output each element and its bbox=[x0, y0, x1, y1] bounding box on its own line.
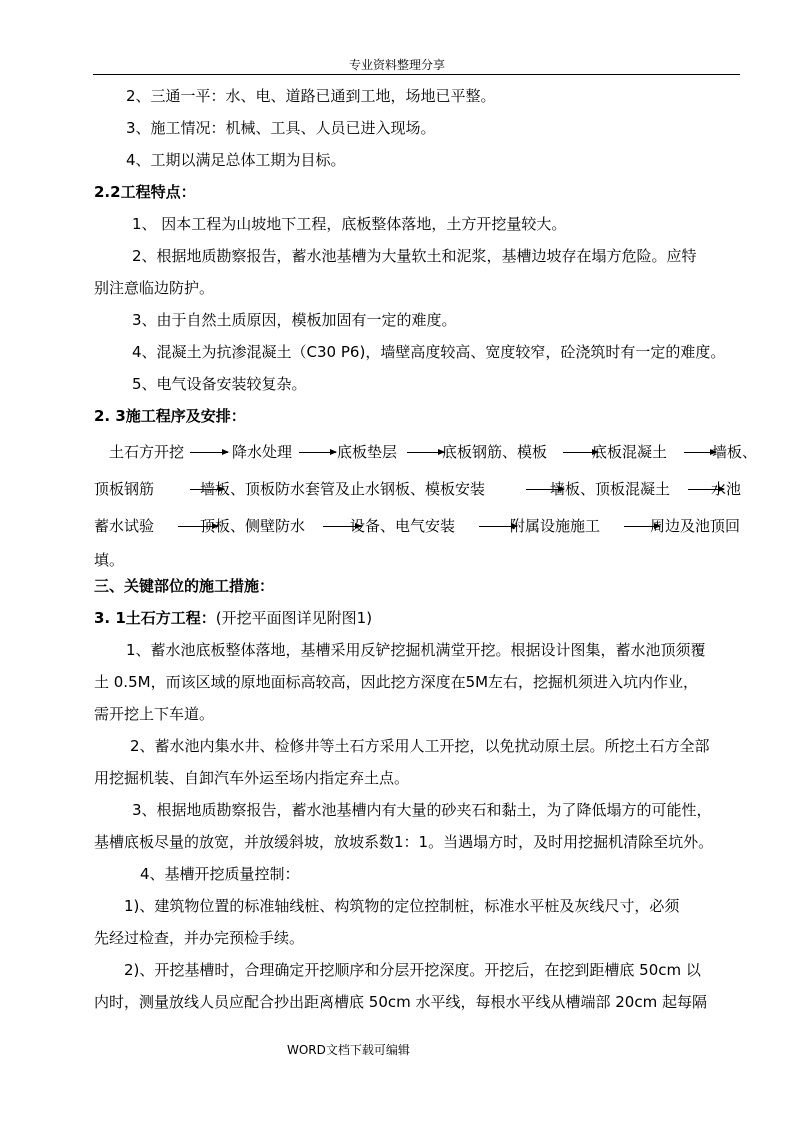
flow-step-10: 水池 bbox=[711, 480, 742, 498]
flow-arrow-icon bbox=[299, 452, 336, 453]
feature-paragraph-3: 3、由于自然土质原因，模板加固有一定的难度。 bbox=[132, 311, 457, 329]
section-3-1-note: (开挖平面图详见附图1) bbox=[215, 609, 373, 627]
quality-control-item-2-line-2: 内时，测量放线人员应配合抄出距离槽底 50cm 水平线，每根水平线从槽端部 20cm 起每隔 bbox=[94, 993, 707, 1011]
feature-paragraph-1: 1、 因本工程为山坡地下工程，底板整体落地，土方开挖量较大。 bbox=[132, 215, 567, 233]
feature-paragraph-5: 5、电气设备安装较复杂。 bbox=[132, 375, 307, 393]
earthwork-paragraph-1-line-1: 1、蓄水池底板整体落地，基槽采用反铲挖掘机满堂开挖。根据设计图集，蓄水池顶须覆 bbox=[126, 641, 706, 659]
intro-item-3: 3、施工情况：机械、工具、人员已进入现场。 bbox=[126, 119, 436, 137]
section-3-1-heading bbox=[94, 608, 372, 628]
header-title: 专业资料整理分享 bbox=[348, 58, 445, 72]
quality-control-item-1-line-1: 1)、建筑物位置的标准轴线桩、构筑物的定位控制桩，标准水平桩及灰线尺寸，必须 bbox=[124, 897, 680, 915]
flow-step-7: 顶板钢筋 bbox=[94, 480, 155, 498]
section-2-2-heading: 2.2工程特点： bbox=[94, 183, 196, 201]
intro-item-4: 4、工期以满足总体工期为目标。 bbox=[126, 151, 346, 169]
quality-control-item-2-line-1: 2)、开挖基槽时，合理确定开挖顺序和分层开挖深度。开挖后，在挖到距槽底 50cm 以 bbox=[124, 961, 701, 979]
flow-step-9: 墙板、顶板混凝土 bbox=[550, 480, 671, 498]
flow-arrow-icon bbox=[190, 452, 228, 453]
feature-paragraph-4: 4、混凝土为抗渗混凝土（C30 P6)，墙壁高度较高、宽度较窄，砼浇筑时有一定的难度。 bbox=[132, 343, 726, 361]
flow-step-13: 设备、电气安装 bbox=[350, 517, 456, 535]
flow-step-6: 墙板、 bbox=[712, 443, 758, 461]
earthwork-paragraph-3-line-2: 基槽底板尽量的放宽，并放缓斜坡，放坡系数1：1。当遇塌方时，及时用挖掘机清除至坑外。 bbox=[94, 833, 714, 851]
section-3-1-title: 3. 1土石方工程： bbox=[94, 609, 216, 627]
flow-step-4: 底板钢筋、模板 bbox=[442, 443, 548, 461]
earthwork-paragraph-1-line-3: 需开挖上下车道。 bbox=[94, 705, 215, 723]
flow-step-2: 降水处理 bbox=[232, 443, 293, 461]
section-2-3-heading: 2. 3施工程序及安排： bbox=[94, 407, 246, 425]
flow-step-15: 周边及池顶回 bbox=[650, 517, 741, 535]
flow-step-5: 底板混凝土 bbox=[592, 443, 668, 461]
intro-item-2: 2、三通一平：水、电、道路已通到工地，场地已平整。 bbox=[126, 87, 496, 105]
feature-paragraph-2-line-2: 别注意临边防护。 bbox=[94, 279, 215, 297]
section-3-heading: 三、关键部位的施工措施： bbox=[94, 577, 275, 595]
earthwork-paragraph-3-line-1: 3、根据地质勘察报告，蓄水池基槽内有大量的砂夹石和黏土，为了降低塌方的可能性， bbox=[132, 801, 712, 819]
flow-arrow-icon bbox=[407, 452, 444, 453]
page-footer: WORD文档下载可编辑 bbox=[287, 1043, 410, 1057]
quality-control-heading: 4、基槽开挖质量控制： bbox=[140, 865, 300, 883]
flow-step-1: 土石方开挖 bbox=[109, 443, 185, 461]
earthwork-paragraph-2-line-2: 用挖掘机装、自卸汽车外运至场内指定弃土点。 bbox=[94, 769, 410, 787]
flow-step-3: 底板垫层 bbox=[337, 443, 398, 461]
flow-step-14: 附属设施施工 bbox=[510, 517, 601, 535]
flow-step-11: 蓄水试验 bbox=[94, 517, 155, 535]
earthwork-paragraph-2-line-1: 2、蓄水池内集水井、检修井等土石方采用人工开挖，以免扰动原土层。所挖土石方全部 bbox=[130, 737, 710, 755]
header-divider bbox=[93, 74, 740, 75]
flow-step-16: 填。 bbox=[94, 551, 125, 569]
flow-step-12: 顶板、侧壁防水 bbox=[200, 517, 306, 535]
quality-control-item-1-line-2: 先经过检查，并办完预检手续。 bbox=[94, 929, 305, 947]
earthwork-paragraph-1-line-2: 土 0.5M，而该区域的原地面标高较高，因此挖方深度在5M左右，挖掘机须进入坑内作业， bbox=[94, 673, 699, 691]
flow-step-8: 墙板、顶板防水套管及止水钢板、模板安装 bbox=[200, 480, 486, 498]
feature-paragraph-2-line-1: 2、根据地质勘察报告，蓄水池基槽为大量软土和泥浆，基槽边坡存在塌方危险。应特 bbox=[132, 247, 697, 265]
